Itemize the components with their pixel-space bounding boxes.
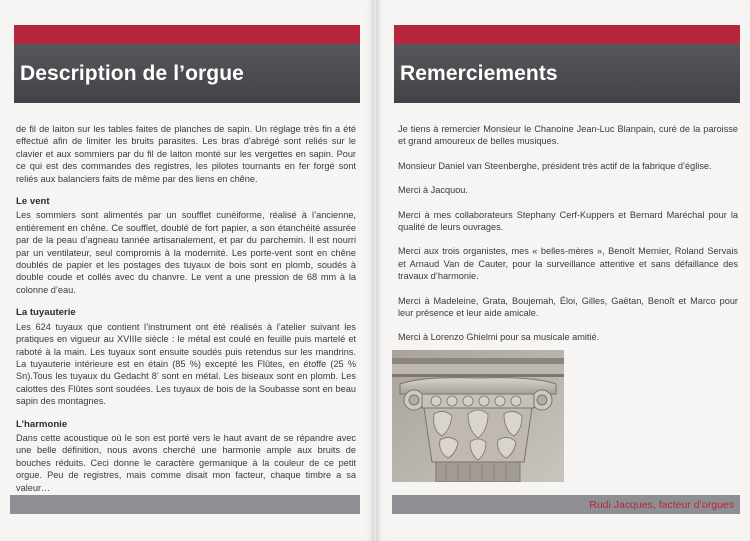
section-heading: L’harmonie [16,418,68,430]
thanks-paragraph: Monsieur Daniel van Steenberghe, président très actif de la fabrique d’église. [398,160,712,171]
right-page-content [398,123,738,356]
right-footer-bar [392,495,740,514]
left-page [0,0,374,541]
section-heading: Le vent [16,196,50,208]
section-paragraph: Dans cette acoustique où le son est porté vers le haut avant de se répandre avec une belle définition, nous avons cherché une harmonie ample aux bruits de bouches réduits. Ceci donne le caractère germanique à la couleur de ce petit orgue. Peu de registres, mais comme disait mon facteur, chaque timbre a sa valeur… [16,432,356,493]
right-title-banner [394,25,740,103]
carved-capital-illustration [392,350,564,482]
left-page-content [16,123,356,505]
thanks-paragraph: Merci à Lorenzo Ghielmi pour sa musicale amitié. [398,332,600,343]
page-title: Description de l’orgue [20,61,244,85]
thanks-paragraph: Merci à Madeleine, Grata, Boujemah, Éloi, Gilles, Gaëtan, Benoît et Marco pour leur présence et leur aide amicale. [398,295,738,319]
thanks-paragraph: Merci à Jacquou. [398,185,468,196]
capital-photo [392,350,564,482]
signature: Rudi Jacques, facteur d’orgues [589,498,734,511]
page-title: Remerciements [400,61,558,85]
section-paragraph: Les sommiers sont alimentés par un soufflet cunéiforme, réalisé à l’ancienne, entièrement en chêne. Ce soufflet, doublé de fort papier, a son étanchéité assurée par de la peau d’agneau tannée artisanalement, et par du parchemin. Il est nourri par un ventilateur, seul compromis à la modernité. Les porte-vent sont en chêne doublés de papier et les postages des tuyaux de bois sont en plomb, soudés à double coude et collés avec du chanvre. Le vent a une pression de 68 mm à la colonne d’eau. [16,210,356,295]
left-footer-bar [10,495,360,514]
intro-paragraph: de fil de laiton sur les tables faites de planches de sapin. Un réglage très fin a été effectué afin de limiter les bruits parasites. Les bras d’abrégé sont reliés sur le clavier et aux sommiers par du fil de laiton monté sur les vergettes en sapin. Pour ce qui est des commandes des registres, les pilotes tournants en fer forgé sont reliés aux balanciers faits de même par des liens en chêne. [16,124,356,184]
section-heading: La tuyauterie [16,307,76,319]
section-paragraph: Les 624 tuyaux que contient l’instrument ont été réalisés à l’atelier suivant les pratiques en vigueur au XVIIIe siècle : le métal est coulé en feuille puis martelé et raboté à la main. Les tuyaux sont ensuite soudés puis retendus sur les mandrins. La tuyauterie intérieure est en étain (85 %) excepté les Flûtes, en étoffe (25 % Sn).Tous les tuyaux du Gedacht 8’ sont en métal. Les biseaux sont en plomb. Les calottes des Flûtes sont soudées. Les tuyaux de bois de la Soubasse sont en beau sapin des montagnes. [16,321,356,407]
thanks-paragraph: Merci aux trois organistes, mes « belles-mères », Benoît Mernier, Roland Servais et Arnaud Van de Cauter, pour la surveillance attentive et sans défaillance des travaux d’harmonie. [398,246,738,282]
banner-grey-block [14,44,360,103]
thanks-paragraph: Je tiens à remercier Monsieur le Chanoine Jean-Luc Blanpain, curé de la paroisse et grand amoureux de belles musiques. [398,124,738,147]
right-page [376,0,750,541]
banner-red-strip [14,25,360,44]
banner-grey-block [394,44,740,103]
thanks-paragraph: Merci à mes collaborateurs Stephany Cerf-Kuppers et Bernard Maréchal pour la qualité de leurs ouvrages. [398,209,738,233]
banner-red-strip [394,25,740,44]
left-title-banner [14,25,360,103]
